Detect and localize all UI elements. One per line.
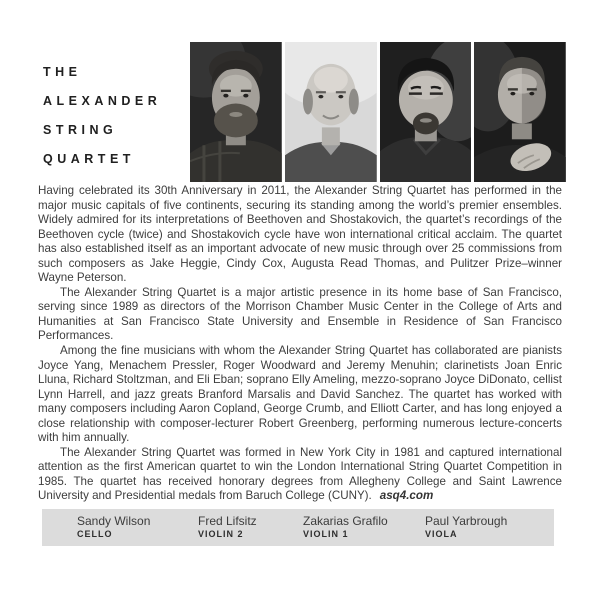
member-name: Fred Lifsitz: [198, 514, 257, 528]
paragraph-4-text: The Alexander String Quartet was formed in New York City in 1981 and captured international attention as the first American quartet to win the London International String Quartet Competition in 1985. The quartet has received honorary degrees from Allegheny College and Saint Lawrence University and Presidential medals from Baruch College (CUNY).: [38, 445, 562, 503]
liner-notes-text: [38, 184, 562, 504]
member-name: Paul Yarbrough: [425, 514, 508, 528]
paragraph-3: Among the fine musicians with whom the Alexander String Quartet has collaborated are pianists Joyce Yang, Menachem Pressler, Roger Woodward and Jeremy Menuhin; clarinetists Joan Enric Lluna, Richard Stoltzman, and Eli Eban; soprano Elly Ameling, mezzo-soprano Joyce DiDonato, cellist Lynn Harrell, and jazz greats Branford Marsalis and David Sanchez. The quartet has worked with many composers including Aaron Copland, George Crumb, and Elliott Carter, and has long enjoyed a close relationship with composer-lecturer Robert Greenberg, performing numerous lecture-concerts with him annually.: [38, 344, 562, 445]
member-instrument: VIOLA: [425, 529, 458, 539]
quartet-website: asq4.com: [379, 489, 434, 503]
title-line-4: QUARTET: [43, 152, 135, 166]
member-portrait-4: [474, 42, 566, 182]
goatee-man-portrait-image: [380, 42, 472, 182]
member-portrait-3: [380, 42, 472, 182]
bearded-man-portrait-image: [190, 42, 282, 182]
member-entry-violin1: [303, 514, 388, 540]
member-portraits: [190, 42, 566, 182]
member-portrait-1: [190, 42, 282, 182]
paragraph-4: [38, 446, 562, 504]
paragraph-1: Having celebrated its 30th Anniversary in 2011, the Alexander String Quartet has performed in the major music capitals of five continents, securing its standing among the world’s premier ensembles. Widely admired for its interpretations of Beethoven and Shostakovich, the quartet’s recordings of the Beethoven cycle (twice) and Shostakovich cycle have won international critical acclaim. The quartet has also established itself as an important advocate of new music through over 25 commissions from such composers as Jake Heggie, Cindy Cox, Augusta Read Thomas, and Pulitzer Prize–winner Wayne Peterson.: [38, 184, 562, 285]
member-instrument: VIOLIN 2: [198, 529, 244, 539]
title-line-2: ALEXANDER: [43, 94, 162, 108]
member-name: Zakarias Grafilo: [303, 514, 388, 528]
title-line-1: THE: [43, 65, 82, 79]
balding-man-portrait-image: [285, 42, 377, 182]
member-portrait-2: [285, 42, 377, 182]
members-band: [42, 509, 554, 546]
quartet-title: [43, 58, 161, 174]
member-instrument: CELLO: [77, 529, 113, 539]
member-name: Sandy Wilson: [77, 514, 151, 528]
member-entry-violin2: [198, 514, 257, 540]
member-entry-viola: [425, 514, 507, 540]
older-man-chin-on-hand-portrait-image: [474, 42, 566, 182]
member-instrument: VIOLIN 1: [303, 529, 349, 539]
member-entry-cello: [77, 514, 150, 540]
paragraph-2: The Alexander String Quartet is a major artistic presence in its home base of San Francisco, serving since 1989 as directors of the Morrison Chamber Music Center in the College of Arts and Humanities at San Francisco State University and Ensemble in Residence of San Francisco Performances.: [38, 285, 562, 343]
title-line-3: STRING: [43, 123, 118, 137]
